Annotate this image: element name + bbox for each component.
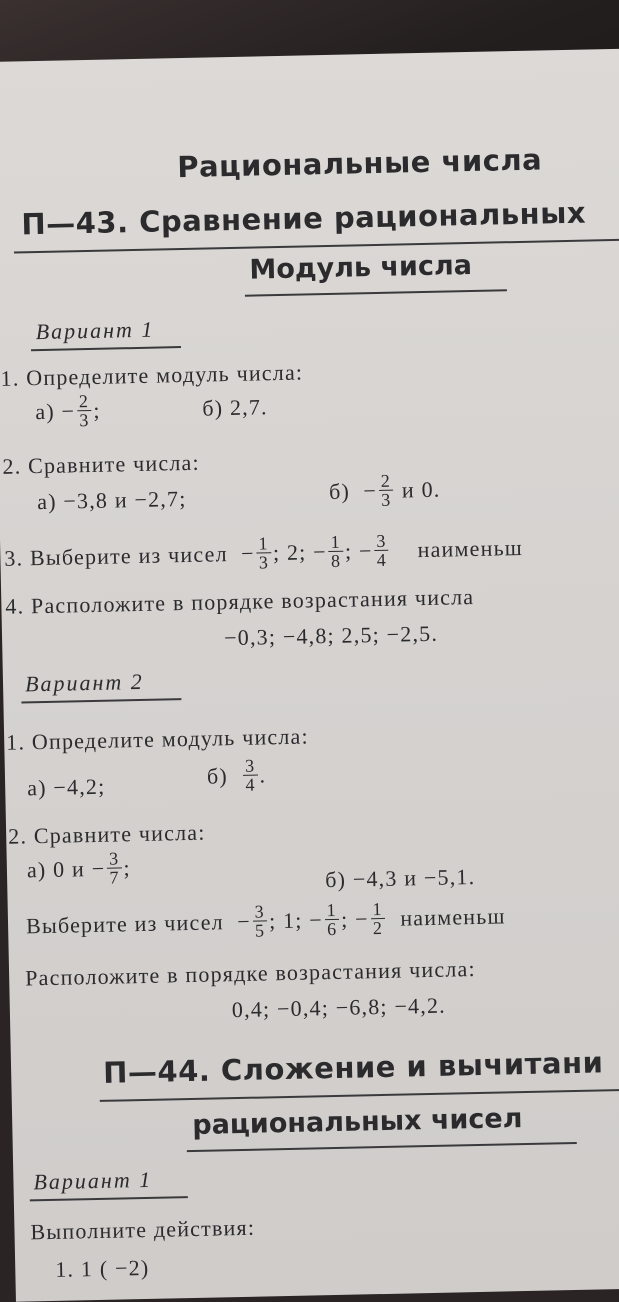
v3-task-cut: 1. 1 ( −2): [55, 1254, 150, 1282]
section-title-rule: [14, 238, 619, 253]
section-subtitle: Модуль числа: [249, 249, 473, 286]
fraction: $\frac{3}{7}$: [108, 848, 120, 888]
section-2-title: П—44. Сложение и вычитани: [102, 1045, 604, 1090]
v1-task-1-b: б) 2,7.: [202, 394, 268, 421]
variant-2-rule: [21, 698, 181, 703]
variant-2-title: Вариант 2: [24, 668, 145, 697]
v2-task-1-b: б) $\frac{3}{4}$ .: [206, 755, 267, 795]
fraction: $\frac{3}{5}$: [254, 901, 266, 941]
section-subtitle-rule: [245, 289, 507, 296]
v1-task-4: 4. Расположите в порядке возрастания числа: [5, 583, 475, 619]
fraction: $\frac{2}{3}$: [380, 470, 392, 510]
v2-task-3: Выберите из чисел − $\frac{3}{5}$ ; 1; − $\frac{1}{6}$ ; − $\frac{1}{2}$ наименьш: [25, 898, 506, 941]
v2-task-1-a: а) −4,2;: [26, 773, 106, 801]
fraction: $\frac{1}{2}$: [372, 898, 384, 939]
v1-task-1-a: а) − $\frac{2}{3}$ ;: [35, 391, 101, 431]
fraction: $\frac{1}{6}$: [326, 899, 338, 940]
v1-task-1: [0, 360, 303, 392]
v1-task-2: 2. Сравните числа:: [2, 449, 201, 479]
v2-task-4-numbers: 0,4; −0,4; −6,8; −4,2.: [231, 992, 447, 1023]
v1-task-4-numbers: −0,3; −4,8; 2,5; −2,5.: [223, 620, 439, 651]
fraction: $\frac{1}{3}$: [258, 533, 270, 573]
fraction: $\frac{1}{8}$: [330, 531, 342, 571]
chapter-title: Рациональные числа: [176, 142, 543, 185]
variant-1-title: Вариант 1: [35, 316, 155, 345]
v2-task-2-a: а) 0 и − $\frac{3}{7}$ ;: [26, 848, 132, 888]
fraction: $\frac{3}{4}$: [244, 755, 256, 795]
v1-task-2-b: б) − $\frac{2}{3}$ и 0.: [328, 470, 441, 510]
variant-3-title: Вариант 1: [33, 1166, 153, 1195]
section-title: П—43. Сравнение рациональных: [21, 195, 587, 242]
section-2-subtitle: рациональных чисел: [191, 1103, 523, 1141]
fraction: $\frac{2}{3}$: [78, 391, 90, 431]
textbook-page: [0, 48, 619, 1302]
task-text: Определите модуль числа:: [25, 359, 304, 391]
v2-task-1: 1. Определите модуль числа:: [5, 723, 310, 755]
task-number: 1.: [0, 365, 20, 391]
section-2-subtitle-rule: [187, 1142, 577, 1152]
v2-task-2-b: б) −4,3 и −5,1.: [324, 864, 476, 893]
fraction: $\frac{3}{4}$: [376, 530, 388, 571]
variant-3-rule: [30, 1196, 188, 1201]
v2-task-4: Расположите в порядке возрастания числа:: [24, 956, 476, 991]
v1-task-2-a: а) −3,8 и −2,7;: [36, 485, 187, 515]
v2-task-2: 2. Сравните числа:: [7, 819, 206, 849]
v3-task: Выполните действия:: [30, 1214, 256, 1245]
section-2-rule: [100, 1088, 619, 1102]
v1-task-3: 3. Выберите из чисел − $\frac{1}{3}$ ; 2; − $\frac{1}{8}$ ; − $\frac{3}{4}$ наименьш: [4, 530, 524, 573]
variant-1-rule: [31, 346, 181, 351]
